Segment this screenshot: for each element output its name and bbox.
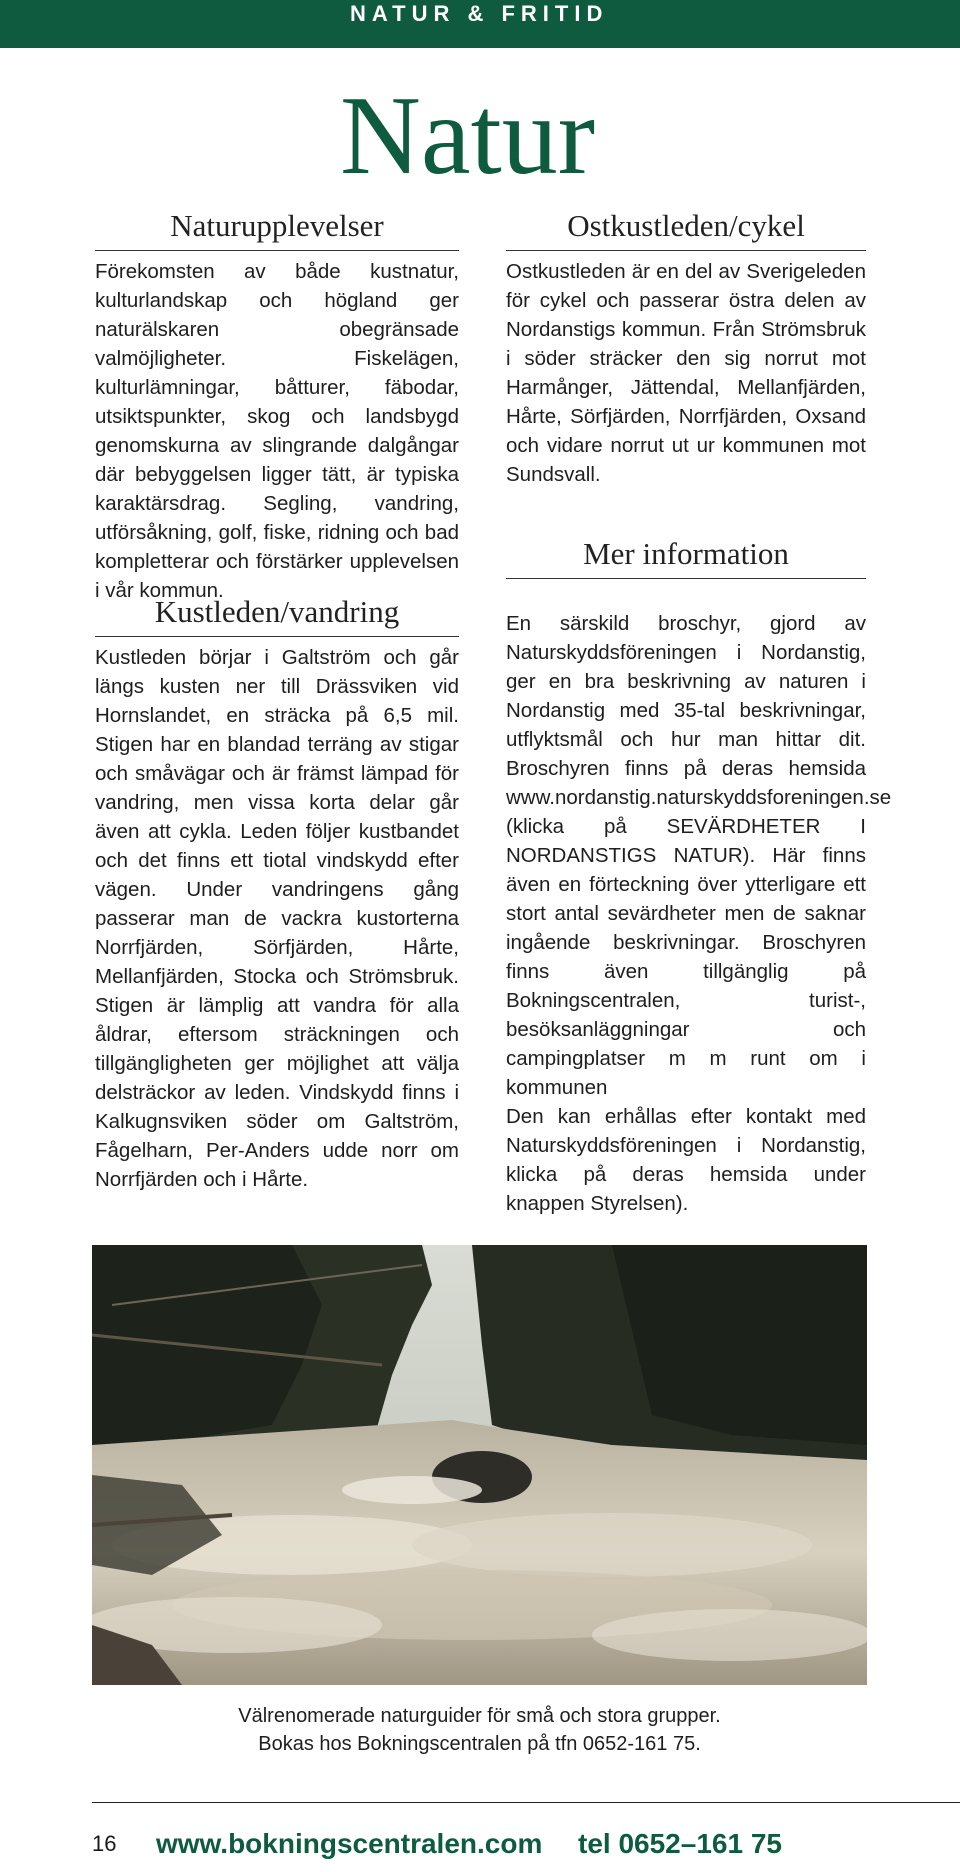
river-rapids-photo bbox=[92, 1245, 867, 1685]
caption-line-1: Välrenomerade naturguider för små och stora grupper. bbox=[238, 1705, 721, 1727]
section-title: Kustleden/vandring bbox=[95, 594, 459, 637]
section-mer-information bbox=[506, 536, 892, 1218]
header-bar bbox=[0, 0, 960, 48]
section-body: Kustleden börjar i Galtström och går längs kusten ner till Drässviken vid Hornslandet, en sträcka på 6,5 mil. Stigen har en blandad terräng av stigar och småvägar och är främst lämpad för vandring, men vissa korta delar går även att cykla. Leden följer kustbandet och det finns ett tiotal vindskydd efter vägen. Under vandringens gång passerar man de vackra kustorterna Norrfjärden, Sörfjärden, Hårte, Mellanfjärden, Stocka och Strömsbruk. Stigen är lämplig att vandra för alla åldrar, eftersom sträckningen och tillgängligheten ger möjlighet att välja delsträckor av leden. Vindskydd finns i Kalkugnsviken söder om Galtström, Fågelharn, Per-Anders udde norr om Norrfjärden och i Hårte. bbox=[95, 646, 459, 1191]
footer-website-link[interactable]: www.bokningscentralen.com bbox=[156, 1828, 543, 1859]
page-number: 16 bbox=[92, 1831, 117, 1856]
photo-caption bbox=[92, 1702, 867, 1758]
section-title: Ostkustleden/cykel bbox=[506, 208, 866, 251]
section-kustleden bbox=[95, 594, 459, 1194]
section-ostkustleden bbox=[506, 208, 866, 489]
page-title: Natur bbox=[340, 74, 596, 198]
footer-phone: tel 0652–161 75 bbox=[578, 1828, 782, 1859]
section-naturupplevelser bbox=[95, 208, 459, 605]
category-label: NATUR & FRITID bbox=[350, 1, 609, 26]
footer-divider bbox=[92, 1802, 960, 1803]
section-title: Mer information bbox=[506, 536, 866, 579]
caption-line-2: Bokas hos Bokningscentralen på tfn 0652-161 75. bbox=[258, 1733, 701, 1755]
section-body: Ostkustleden är en del av Sverigeleden för cykel och passerar östra delen av Nordanstigs kommun. Från Strömsbruk i söder sträcker den sig norrut mot Harmånger, Jättendal, Mellanfjärden, Hårte, Sörfjärden, Norrfjärden, Oxsand och vidare norrut ut ur kommunen mot Sundsvall. bbox=[506, 260, 866, 486]
section-title: Naturupplevelser bbox=[95, 208, 459, 251]
section-body: En särskild broschyr, gjord av Naturskyddsföreningen i Nordanstig, ger en bra beskrivning av naturen i Nordanstig med 35-tal beskrivningar, utflyktsmål och hur man hittar dit. Broschyren finns på deras hemsida www.nordanstig.naturskyddsforeningen.se (klicka på SEVÄRDHETER I NORDANSTIGS NATUR). Här finns även en förteckning över ytterligare ett stort antal sevärdheter men de saknar ingående beskrivningar. Broschyren finns även tillgänglig på Bokningscentralen, turist-, besöksanläggningar och campingplatser m m runt om i kommunen Den kan erhållas efter kontakt med Naturskyddsföreningen i Nordanstig, klicka på deras hemsida under knappen Styrelsen). bbox=[506, 612, 892, 1215]
section-body: Förekomsten av både kustnatur, kulturlandskap och högland ger naturälskaren obegränsade valmöjligheter. Fiskelägen, kulturlämningar, båtturer, fäbodar, utsiktspunkter, skog och landsbygd genomskurna av slingrande dalgångar där bebyggelsen ligger tätt, är typiska karaktärsdrag. Segling, vandring, utförsåkning, golf, fiske, ridning och bad kompletterar och förstärker upplevelsen i vår kommun. bbox=[95, 260, 459, 602]
river-rapids-illustration bbox=[92, 1245, 867, 1685]
